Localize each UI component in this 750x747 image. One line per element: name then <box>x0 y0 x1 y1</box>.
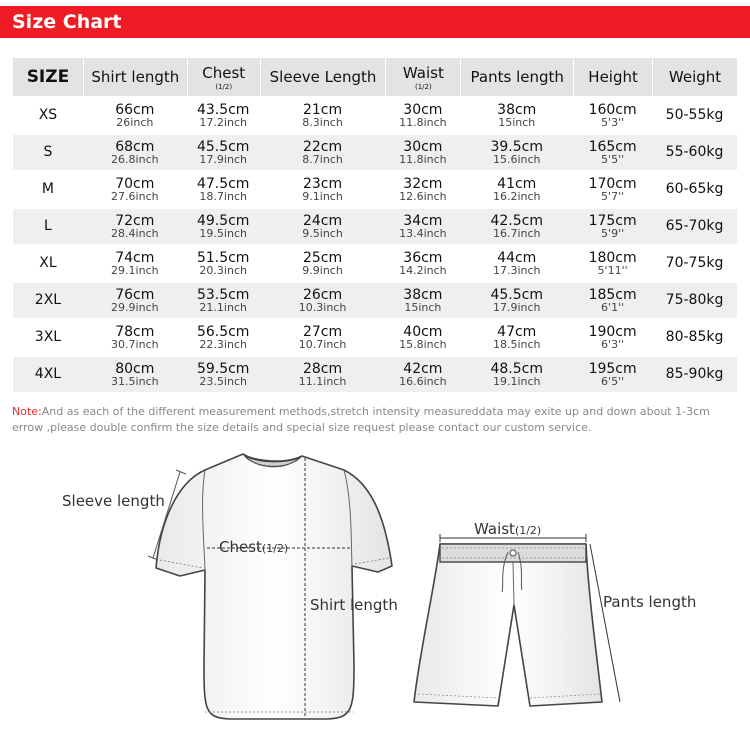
pants-length-cell: 44cm 17.3inch <box>492 249 541 277</box>
shirt-length-label: Shirt length <box>310 596 398 614</box>
shorts-illustration <box>414 534 620 706</box>
shirt-length-cell: 78cm 30.7inch <box>111 323 159 351</box>
weight-cell: 65-70kg <box>652 209 737 244</box>
size-chart-header <box>0 6 750 38</box>
height-cell: 180cm 5'11'' <box>588 249 637 277</box>
pants-length-label: Pants length <box>603 593 697 611</box>
chest-cell: 53.5cm 21.1inch <box>187 283 260 318</box>
pants-length-cell: 45.5cm 17.9inch <box>460 283 573 318</box>
waist-cell: 34cm 13.4inch <box>385 209 460 244</box>
waist-cell: 30cm 11.8inch <box>385 135 460 170</box>
column-header-sub: (1/2) <box>415 82 432 91</box>
chest-cell: 49.5cm 19.5inch <box>187 209 260 244</box>
header-title: Size Chart <box>12 11 122 33</box>
column-header-sub: (1/2) <box>215 82 233 91</box>
garment-illustration <box>0 440 750 743</box>
table-row <box>13 246 737 281</box>
column-header-pants-length <box>460 58 573 96</box>
height-cell: 170cm 5'7'' <box>588 175 637 203</box>
column-header-label: Pants length <box>470 68 564 86</box>
shirt-length-cell: 68cm 26.8inch <box>83 135 187 170</box>
waist-cell: 38cm 15inch <box>385 283 460 318</box>
weight-cell: 85-90kg <box>652 357 737 392</box>
column-header-sleeve-length <box>260 58 386 96</box>
shirt-length-cell: 72cm 28.4inch <box>83 209 187 244</box>
column-header-height <box>573 58 652 96</box>
column-header-label: Shirt length <box>91 68 180 86</box>
pants-length-cell: 39.5cm 15.6inch <box>460 135 573 170</box>
column-header-label: Chest <box>202 63 246 82</box>
chest-label-sub: (1/2) <box>261 542 289 555</box>
height-cell: 185cm 6'1'' <box>573 283 652 318</box>
note-label: Note: <box>12 405 42 418</box>
table-row <box>13 283 737 318</box>
chest-cell: 59.5cm 23.5inch <box>187 357 260 392</box>
shirt-length-cell: 66cm 26inch <box>115 101 155 129</box>
height-cell: 175cm 5'9'' <box>573 209 652 244</box>
table-header-row <box>13 58 737 96</box>
waist-label-text: Waist <box>474 520 515 538</box>
sleeve-length-cell: 22cm 8.7inch <box>260 135 386 170</box>
waist-cell: 36cm 14.2inch <box>399 249 447 277</box>
size-cell: XS <box>38 107 58 123</box>
weight-cell: 70-75kg <box>665 255 724 271</box>
sleeve-length-cell: 23cm 9.1inch <box>302 175 343 203</box>
waist-cell: 40cm 15.8inch <box>399 323 447 351</box>
weight-cell: 60-65kg <box>665 181 724 197</box>
t-shirt-illustration <box>148 454 392 719</box>
sleeve-length-cell: 27cm 10.7inch <box>298 323 347 351</box>
waist-cell: 42cm 16.6inch <box>385 357 460 392</box>
chest-cell: 45.5cm 17.9inch <box>187 135 260 170</box>
table-row <box>13 135 737 170</box>
column-header-label: Height <box>588 68 638 86</box>
note-text: And as each of the different measurement methods,stretch intensity measureddata may exite up and down about 1-3cm errow ,please double confirm the size details and special size request please contact our custom service. <box>12 405 710 434</box>
size-cell: 2XL <box>13 283 83 318</box>
pants-length-cell: 41cm 16.2inch <box>492 175 541 203</box>
table-row <box>13 98 737 133</box>
sleeve-length-cell: 26cm 10.3inch <box>260 283 386 318</box>
waist-label <box>474 520 541 538</box>
chest-cell: 43.5cm 17.2inch <box>196 101 250 129</box>
measurement-note <box>12 404 742 436</box>
shirt-length-cell: 74cm 29.1inch <box>111 249 159 277</box>
size-cell: XL <box>39 255 57 271</box>
size-cell: 3XL <box>34 329 62 345</box>
pants-length-cell: 42.5cm 16.7inch <box>460 209 573 244</box>
size-cell: M <box>41 181 54 197</box>
column-header-chest <box>187 58 260 96</box>
column-header-shirt-length <box>83 58 187 96</box>
shirt-length-cell: 76cm 29.9inch <box>83 283 187 318</box>
chest-cell: 56.5cm 22.3inch <box>196 323 250 351</box>
height-cell: 165cm 5'5'' <box>573 135 652 170</box>
column-header-label: Waist <box>402 63 444 82</box>
pants-length-cell: 38cm 15inch <box>497 101 537 129</box>
garment-diagram <box>0 440 750 743</box>
column-header-waist <box>385 58 460 96</box>
sleeve-length-cell: 21cm 8.3inch <box>302 101 343 129</box>
height-cell: 190cm 6'3'' <box>588 323 637 351</box>
weight-cell: 55-60kg <box>652 135 737 170</box>
height-cell: 195cm 6'5'' <box>573 357 652 392</box>
table-row <box>13 209 737 244</box>
size-cell: L <box>13 209 83 244</box>
table-row <box>13 320 737 355</box>
size-table <box>13 56 737 394</box>
chest-label-text: Chest <box>219 538 262 556</box>
chest-cell: 51.5cm 20.3inch <box>196 249 250 277</box>
height-cell: 160cm 5'3'' <box>588 101 637 129</box>
chest-label <box>219 538 288 556</box>
waist-label-sub: (1/2) <box>514 524 542 537</box>
shirt-length-cell: 80cm 31.5inch <box>83 357 187 392</box>
column-header-weight <box>652 58 737 96</box>
chest-cell: 47.5cm 18.7inch <box>196 175 250 203</box>
size-cell: S <box>13 135 83 170</box>
waist-cell: 30cm 11.8inch <box>399 101 447 129</box>
sleeve-length-cell: 24cm 9.5inch <box>260 209 386 244</box>
column-header-label: Sleeve Length <box>269 68 377 86</box>
table-row <box>13 172 737 207</box>
weight-cell: 50-55kg <box>665 107 724 123</box>
column-header-label: Weight <box>668 68 722 86</box>
sleeve-length-label: Sleeve length <box>62 492 165 510</box>
size-cell: 4XL <box>13 357 83 392</box>
weight-cell: 80-85kg <box>665 329 724 345</box>
column-header-label: SIZE <box>26 67 70 87</box>
pants-length-cell: 48.5cm 19.1inch <box>460 357 573 392</box>
waist-cell: 32cm 12.6inch <box>399 175 447 203</box>
sleeve-length-cell: 25cm 9.9inch <box>302 249 343 277</box>
pants-length-cell: 47cm 18.5inch <box>492 323 541 351</box>
shirt-length-cell: 70cm 27.6inch <box>111 175 159 203</box>
sleeve-length-cell: 28cm 11.1inch <box>260 357 386 392</box>
weight-cell: 75-80kg <box>652 283 737 318</box>
column-header-size <box>13 58 83 96</box>
table-row <box>13 357 737 392</box>
